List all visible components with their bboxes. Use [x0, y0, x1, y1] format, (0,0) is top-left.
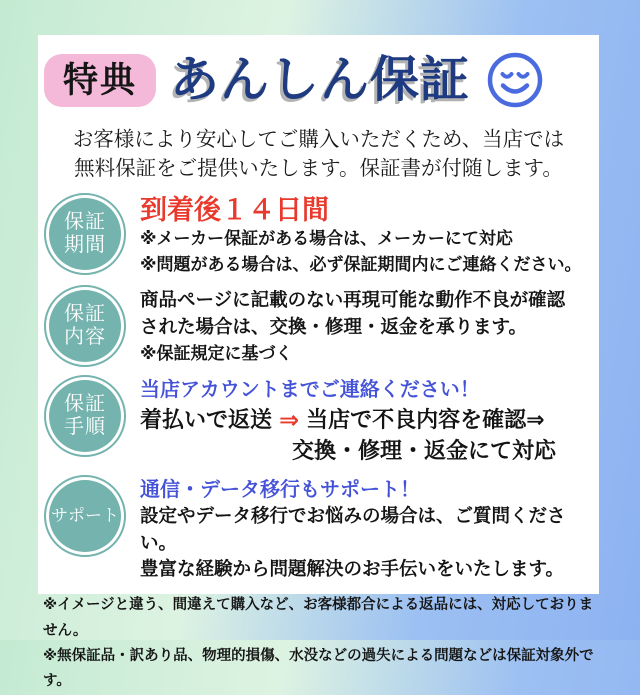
support-line-1: 設定やデータ移行でお悩みの場合は、ご質問ください。	[140, 504, 566, 553]
row-warranty-procedure	[42, 375, 599, 467]
row-warranty-period	[42, 193, 599, 277]
warranty-period-headline: 到着後１４日間	[140, 195, 329, 226]
warranty-procedure-steps	[140, 405, 556, 436]
disclaimer-note-2: ※無保証品・訳あり品、物理的損傷、水没などの過失による問題などは保証対象外です。	[43, 648, 594, 690]
circle-label-line: 保証	[64, 210, 106, 233]
disclaimer-notes	[38, 593, 599, 695]
warranty-period-note-2: ※問題がある場合は、必ず保証期間内にご連絡ください。	[140, 254, 582, 274]
warranty-procedure-circle-badge	[44, 375, 126, 457]
row-warranty-coverage	[42, 285, 599, 367]
circle-label-line: サポート	[51, 505, 119, 525]
warranty-rows	[38, 193, 599, 583]
circle-label-line: 内容	[64, 326, 106, 349]
step-return-shipping: 着払いで返送	[140, 407, 273, 433]
warranty-coverage-line-1: 商品ページに記載のない再現可能な動作不良が確認	[140, 289, 566, 311]
intro-line-1: お客様により安心してご購入いただくため、当店では	[72, 128, 565, 151]
circle-label-line: 手順	[64, 416, 106, 439]
circle-label-line: 保証	[64, 392, 106, 415]
warranty-period-content	[140, 193, 582, 277]
smiley-face-icon	[486, 51, 544, 109]
warranty-period-circle-badge	[44, 193, 126, 275]
warranty-coverage-content	[140, 285, 565, 366]
support-line-2: 豊富な経験から問題解決のお手伝いをいたします。	[140, 558, 565, 580]
warranty-coverage-line-2: された場合は、交換・修理・返金を承ります。	[140, 316, 528, 338]
warranty-coverage-circle-badge	[44, 285, 126, 367]
header	[38, 45, 599, 115]
circle-label-line: 保証	[64, 302, 106, 325]
row-support	[42, 475, 599, 583]
support-content	[140, 475, 599, 583]
warranty-coverage-note: ※保証規定に基づく	[140, 343, 293, 363]
warranty-procedure-headline: 当店アカウントまでご連絡ください！	[140, 379, 480, 402]
tokuten-badge: 特典	[44, 54, 156, 107]
step-store-check: 当店で不良内容を確認⇒	[306, 407, 545, 433]
support-headline: 通信・データ移行もサポート！	[140, 478, 420, 501]
warranty-card	[38, 35, 599, 690]
step-resolution: 交換・修理・返金にて対応	[292, 438, 557, 464]
warranty-procedure-content	[140, 375, 556, 467]
warranty-period-note-1: ※メーカー保証がある場合は、メーカーにて対応	[140, 229, 513, 249]
support-circle-badge	[44, 475, 126, 557]
red-arrow-icon: ⇒	[279, 407, 300, 435]
intro-line-2: 無料保証をご提供いたします。保証書が付随します。	[74, 157, 563, 181]
circle-label-line: 期間	[64, 234, 106, 257]
page-title: あんしん保証	[170, 52, 471, 107]
disclaimer-note-1: ※イメージと違う、間違えて購入など、お客様都合による返品には、対応しておりません。	[43, 597, 594, 639]
intro-text	[38, 125, 599, 183]
